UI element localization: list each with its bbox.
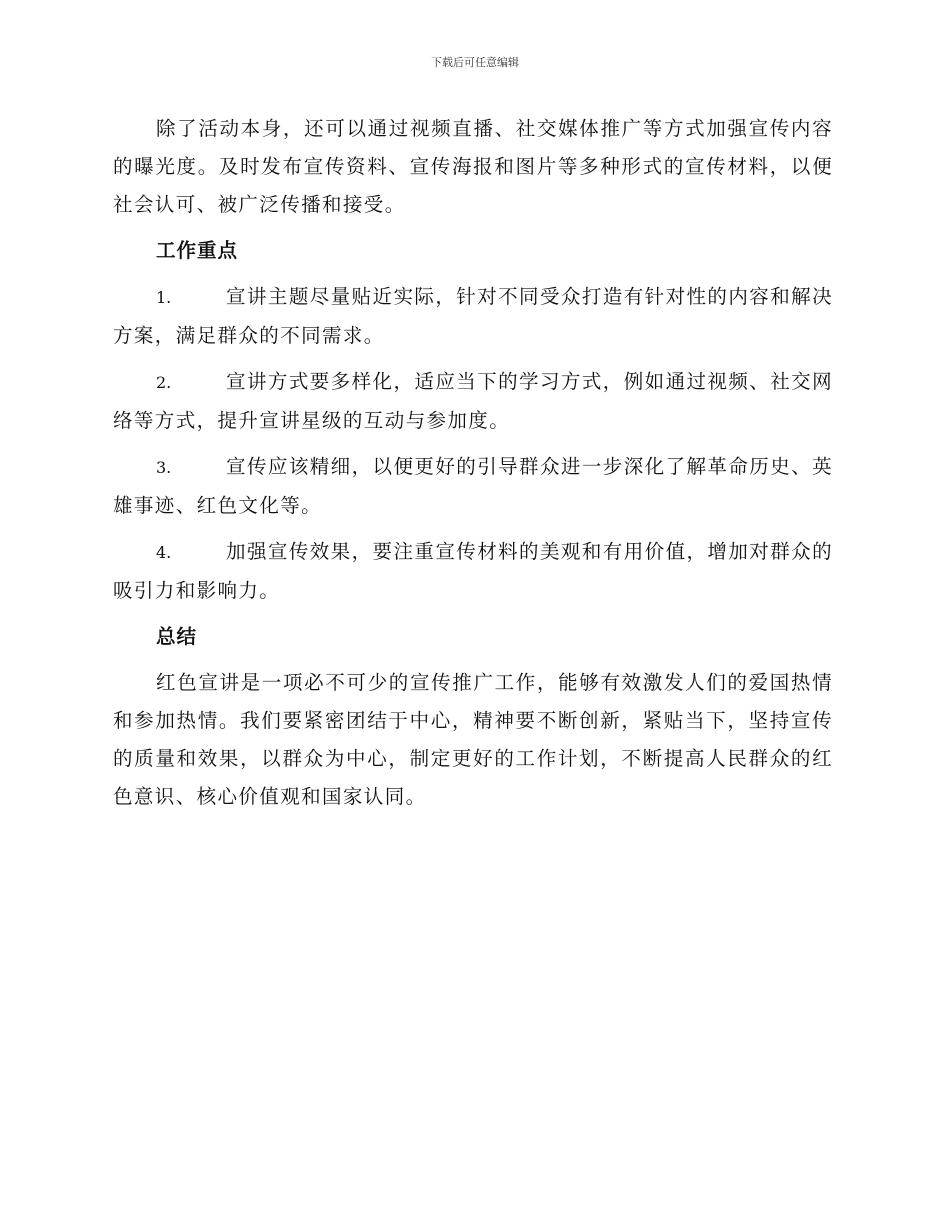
list-item — [113, 533, 833, 610]
list-item-text: 宣讲方式要多样化，适应当下的学习方式，例如通过视频、社交网络等方式，提升宣讲星级的互动与参加度。 — [113, 370, 833, 432]
section-heading-summary: 总结 — [156, 625, 198, 648]
list-item-text: 宣讲主题尽量贴近实际，针对不同受众打造有针对性的内容和解决方案，满足群众的不同需求。 — [113, 285, 833, 347]
page-header-note: 下载后可任意编辑 — [431, 56, 519, 69]
list-item — [113, 448, 833, 525]
list-item — [113, 278, 833, 355]
summary-paragraph: 红色宣讲是一项必不可少的宣传推广工作，能够有效激发人们的爱国热情和参加热情。我们要紧密团结于中心，精神要不断创新，紧贴当下，坚持宣传的质量和效果，以群众为中心，制定更好的工作计划，不断提高人民群众的红色意识、核心价值观和国家认同。 — [113, 671, 833, 808]
list-item-text: 加强宣传效果，要注重宣传材料的美观和有用价值，增加对群众的吸引力和影响力。 — [113, 540, 833, 602]
list-item-number: 2. — [156, 373, 172, 392]
section-heading-focus: 工作重点 — [156, 239, 239, 262]
list-item-number: 4. — [156, 543, 172, 562]
list-item — [113, 363, 833, 440]
list-item-number: 1. — [156, 288, 172, 307]
list-item-number: 3. — [156, 458, 172, 477]
document-body — [113, 110, 833, 824]
intro-paragraph: 除了活动本身，还可以通过视频直播、社交媒体推广等方式加强宣传内容的曝光度。及时发布宣传资料、宣传海报和图片等多种形式的宣传材料，以便社会认可、被广泛传播和接受。 — [113, 117, 833, 216]
list-item-text: 宣传应该精细，以便更好的引导群众进一步深化了解革命历史、英雄事迹、红色文化等。 — [113, 455, 833, 517]
